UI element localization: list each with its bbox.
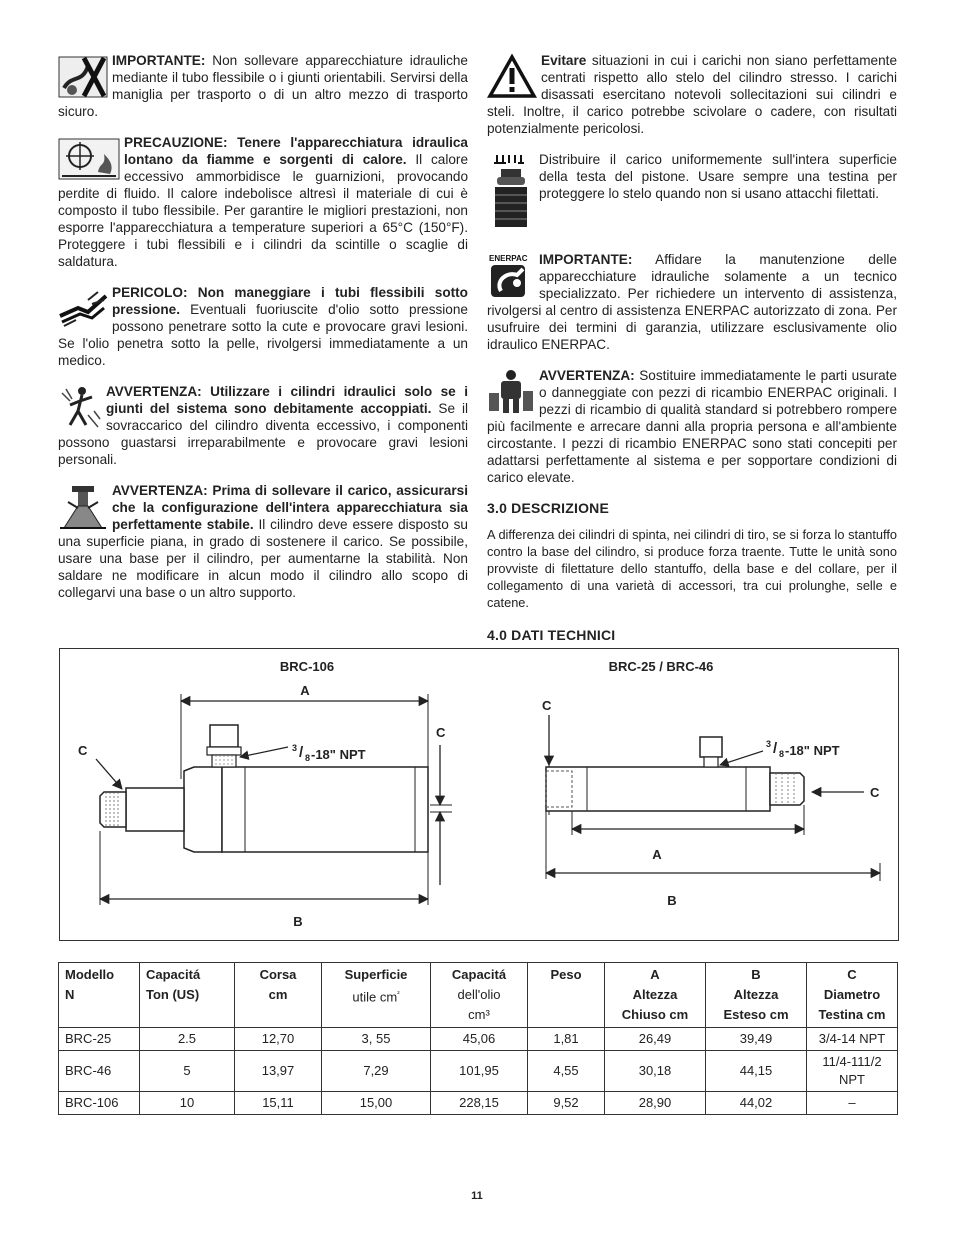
coupler-right xyxy=(700,737,722,757)
rod-thread-left xyxy=(100,792,126,827)
dimension-c-label-left: C xyxy=(78,743,88,758)
safety-lead: IMPORTANTE: xyxy=(539,252,633,267)
header-b: B Altezza Esteso cm xyxy=(706,963,807,1028)
svg-text:8: 8 xyxy=(305,753,311,763)
safety-note: AVVERTENZA: Prima di sollevare il carico, assicurarsi che la configurazione dell'intera apparecchiatura sia perfettamente stabile. Il cilindro deve essere disposto su una superficie piana, in grado di sostenere il carico. Se possibile, usare una base per il cilindro, per aumentarne la stabilità. Non saldare ne modificare in alcun modo il cilindro allo scopo di collegarvi una base o un altro supporto. xyxy=(58,483,468,600)
safety-lead: AVVERTENZA: xyxy=(106,384,202,399)
specifications-table xyxy=(58,962,898,1115)
left-column xyxy=(58,52,468,615)
section-text-descrizione: A differenza dei cilindri di spinta, nei cilindri di tiro, se si forza lo stantuffo contro la base del cilindro, si produce forza traente. Tutte le unità sono provviste di filettature dello stantuffo, della base e del collare, per il collegamento di una varietà di accessori, tra cui prolunghe, selle e catene. xyxy=(487,527,897,610)
figure-title-brc25-46: BRC-25 / BRC-46 xyxy=(608,659,714,674)
safety-lead: PERICOLO: xyxy=(112,285,188,300)
header-corsa: Corsa cm xyxy=(235,963,322,1028)
technician-parts-icon xyxy=(487,369,535,415)
safety-note xyxy=(487,52,897,137)
stable-setup-icon xyxy=(58,484,108,530)
enerpac-logo-text: ENERPAC xyxy=(489,254,528,263)
safety-text: Sostituire immediatamente le parti usurate o danneggiate con pezzi di ricambio ENERPAC originali. I pezzi di ricambio di qualità standard si potrebbero rompere più facilmente e arrecare danni alla propria persona e all'ambiente circostante. I pezzi di ricambio ENERPAC sono stati concepiti per adattarsi perfettamente al sistema e per sopportare condizioni di carico elevate. xyxy=(487,368,897,485)
safety-lead: Evitare xyxy=(541,53,587,68)
svg-text:-18" NPT: -18" NPT xyxy=(311,747,366,762)
cylinder-body-right xyxy=(546,767,770,811)
header-superficie: Superficie utile $cm^{^2}$ xyxy=(322,963,431,1028)
figure-title-brc106: BRC-106 xyxy=(279,659,335,674)
enerpac-service-icon xyxy=(487,253,535,299)
safety-text: Distribuire il carico uniformemente sull'intera superficie della testa del pistone. Usare sempre una testina per proteggere lo stelo quando non si usano attacchi filettati. xyxy=(539,152,897,201)
safety-note: PRECAUZIONE: Tenere l'apparecchiatura idraulica lontano da fiamme e sorgenti di calore. Il calore eccessivo ammorbidisce le guarnizioni, provocando perdite di fluido. Il calore indebolisce altresì il materiale di cui è composto il tubo flessibile. Per garantire le migliori prestazioni, non esporre l'apparecchiatura a temperature superiori a 65°C (150°F). Proteggere i tubi flessibili e i cilindri da scintille o scaglie di saldatura. xyxy=(58,135,469,269)
table-row: BRC-46 5 13,97 7,29 101,95 4,55 30,18 44,15 11/4-111/2 NPT xyxy=(59,1051,898,1092)
safety-lead: PRECAUZIONE: xyxy=(124,135,228,150)
safety-note: AVVERTENZA: Utilizzare i cilindri idraulici solo se i giunti del sistema sono debitamente accoppiati. Se il sovraccarico del cilindro diventa eccessivo, i componenti possono guastarsi irreparabilmente e provocare gravi lesioni personali. xyxy=(58,384,468,467)
safety-text: Se il sovraccarico del cilindro diventa eccessivo, i componenti possono guastarsi irreparabilmente e provocare gravi lesioni personali. xyxy=(58,401,468,467)
safety-note: PERICOLO: Non maneggiare i tubi flessibili sotto pressione. Eventuali fuoriuscite d'olio sotto pressione possono penetrare sotto la cute e provocare gravi lesioni. Se l'olio penetra sotto la pelle, rivolgersi immediatamente a un medico. xyxy=(58,285,468,368)
header-capacita: Capacitá Ton (US) xyxy=(140,963,235,1028)
table-row: BRC-106 10 15,11 15,00 228,15 9,52 28,90 44,02 – xyxy=(59,1092,898,1115)
header-peso: Peso xyxy=(528,963,605,1028)
safety-note xyxy=(58,52,468,120)
safety-text: situazioni in cui i carichi non siano perfettamente centrati rispetto allo stelo del cilindro stresso. I carichi disassati esercitano notevoli sollecitazioni sui cilindri e steli. Inoltre, il carico potrebbe scivolare o cadere, con risultati potenzialmente pericolosi. xyxy=(487,53,897,136)
safety-lead: IMPORTANTE: xyxy=(112,53,206,68)
piston-rod-left xyxy=(126,788,184,831)
load-distribution-icon xyxy=(487,153,535,229)
safety-note xyxy=(487,251,897,353)
header-capacita-olio: Capacitá dell'olio cm³ xyxy=(431,963,528,1028)
table-header-row xyxy=(59,963,898,1028)
dimension-b-label-left: B xyxy=(293,914,303,929)
safety-note xyxy=(487,367,897,486)
safety-note xyxy=(487,151,897,229)
safety-text: Affidare la manutenzione delle apparecchiature idrauliche solamente a un tecnico specializzato. Per richiedere un intervento di assistenza, rivolgersi al centro di assistenza ENERPAC autorizzato di zona. Per usufruire dei termini di garanzia, utilizzare esclusivamente olio idraulico ENERPAC. xyxy=(487,252,897,352)
svg-text:8: 8 xyxy=(779,749,785,759)
safety-text: Il cilindro deve essere disposto su una superficie piana, in grado di sostenere il carico. Se possibile, usare una base per il cilindro, per aumentarne la stabilità. Non saldare ne modificare in alcun modo il cilindro allo scopo di collegarvi una base o un altro supporto. xyxy=(58,517,468,600)
technical-drawing xyxy=(59,648,899,941)
header-a: A Altezza Chiuso cm xyxy=(605,963,706,1028)
warning-triangle-icon xyxy=(487,54,537,100)
no-lift-by-hose-icon xyxy=(58,54,108,100)
svg-text:/: / xyxy=(773,740,778,757)
section-heading-descrizione: 3.0 DESCRIZIONE xyxy=(487,500,610,516)
safety-lead: AVVERTENZA: xyxy=(112,483,208,498)
cylinder-body-left xyxy=(222,767,428,852)
coupler-gauge-left xyxy=(210,725,238,747)
rod-thread-right xyxy=(770,773,804,805)
pressurized-hose-hand-icon xyxy=(58,286,108,332)
svg-text:-18" NPT: -18" NPT xyxy=(785,743,840,758)
table-row: BRC-25 2.5 12,70 3, 55 45,06 1,81 26,49 39,49 3/4-14 NPT xyxy=(59,1028,898,1051)
npt-label-left xyxy=(292,743,366,763)
dimension-c-label-right: C xyxy=(870,785,880,800)
dimension-c-label-mid: C xyxy=(436,725,446,740)
dimension-c-label-right-left: C xyxy=(542,698,552,713)
safety-text: Il calore eccessivo ammorbidisce le guarnizioni, provocando perdite di fluido. Il calore indebolisce altresì il materiale di cui è composto il tubo flessibile. Per garantire le migliori prestazioni, non esporre l'apparecchiatura a temperature superiori a 65°C (150°F). Proteggere i tubi flessibili e i cilindri da scintille o scaglie di saldatura. xyxy=(58,152,469,269)
safety-text: Non sollevare apparecchiature idrauliche mediante il tubo flessibile o i giunti orientabili. Servirsi della maniglia per trasporto o di un altro mezzo di trasporto sicuro. xyxy=(58,53,468,119)
overload-warning-icon xyxy=(58,385,102,431)
dimension-a-label-left: A xyxy=(300,683,310,698)
section-heading-dati-tecnici: 4.0 DATI TECHNICI xyxy=(487,627,616,643)
dimension-a-label-right: A xyxy=(652,847,662,862)
dimension-b-label-right: B xyxy=(667,893,677,908)
safety-lead: AVVERTENZA: xyxy=(539,368,635,383)
cylinder-collar-left xyxy=(184,767,222,852)
heat-flame-icon xyxy=(58,136,120,182)
safety-text: Eventuali fuoriuscite d'olio sotto pressione possono penetrare sotto la cute e provocare gravi lesioni. Se l'olio penetra sotto la pelle, rivolgersi immediatamente a un medico. xyxy=(58,302,468,368)
svg-text:3: 3 xyxy=(766,739,772,749)
header-c: C Diametro Testina cm xyxy=(807,963,898,1028)
header-modello: Modello N xyxy=(59,963,140,1028)
page-number: 11 xyxy=(471,1190,483,1202)
npt-label-right xyxy=(766,739,840,759)
right-column xyxy=(487,52,897,653)
svg-text:3: 3 xyxy=(292,743,298,753)
svg-text:/: / xyxy=(299,744,304,761)
